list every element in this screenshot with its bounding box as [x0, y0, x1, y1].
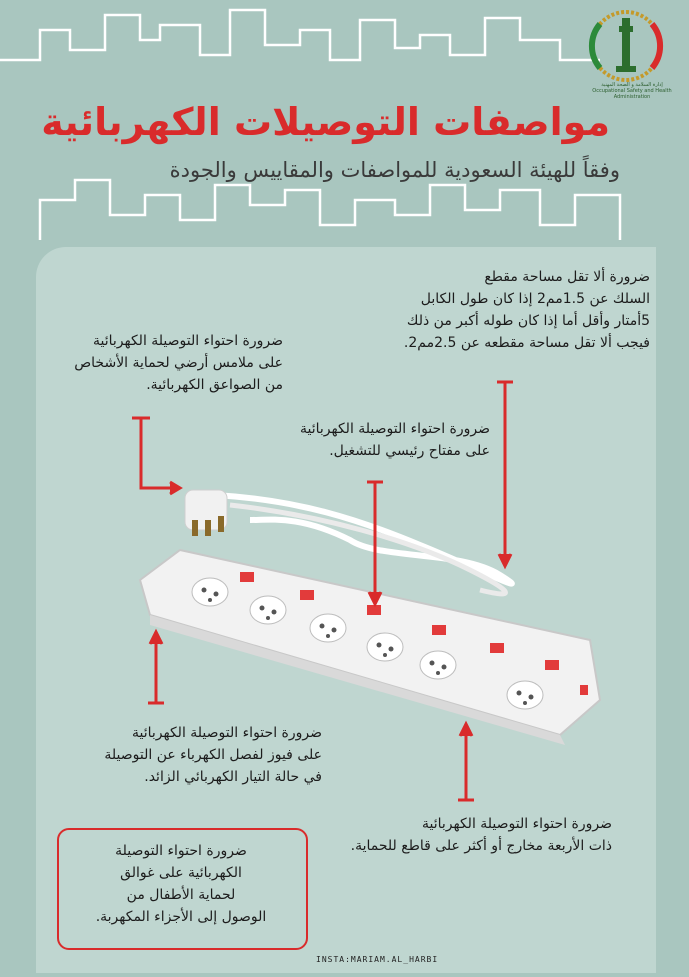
note-line: الوصول إلى الأجزاء المكهربة.	[95, 909, 267, 925]
note-child-shutters	[70, 840, 292, 928]
page-title: مواصفات التوصيلات الكهربائية	[41, 100, 610, 144]
logo-caption-english: Occupational Safety and Health Administration	[592, 88, 672, 100]
note-line: ضرورة احتواء التوصيلة الكهربائية	[421, 816, 612, 832]
note-line: لحماية الأطفال من	[126, 887, 236, 903]
page-subtitle: وفقاً للهيئة السعودية للمواصفات والمقاييس والجودة	[169, 158, 620, 182]
note-line: من الصواعق الكهربائية.	[146, 377, 283, 393]
power-strip	[140, 550, 600, 745]
note-line: ضرورة احتواء التوصيلة	[115, 843, 247, 859]
note-line: فيجب ألا تقل مساحة مقطعه عن 2.5مم2.	[403, 335, 650, 351]
note-earth-contact	[38, 330, 283, 396]
note-cable-cross-section	[320, 266, 650, 354]
note-main-switch	[225, 418, 490, 462]
note-line: 5أمتار وأقل أما إذا كان طوله أكبر من ذلك	[406, 313, 650, 329]
note-fuse	[42, 722, 322, 788]
note-circuit-breaker	[300, 813, 612, 857]
note-line: السلك عن 1.5مم2 إذا كان طول الكابل	[420, 291, 650, 307]
note-line: ضرورة احتواء التوصيلة الكهربائية	[92, 333, 283, 349]
note-line: في حالة التيار الكهربائي الزائد.	[144, 769, 322, 785]
note-line: على ملامس أرضي لحماية الأشخاص	[74, 355, 283, 371]
instagram-credit: INSTA:MARIAM.AL_HARBI	[316, 955, 439, 964]
plug-icon	[185, 490, 227, 536]
note-line: الكهربائية على غوالق	[120, 865, 242, 881]
note-line: ضرورة ألا تقل مساحة مقطع	[484, 269, 650, 285]
note-line: ذات الأربعة مخارج أو أكثر على قاطع للحماية.	[350, 838, 612, 854]
logo-caption-arabic: إدارة السلامة و الصحة المهنية	[601, 82, 663, 88]
note-line: على فيوز لفصل الكهرباء عن التوصيلة	[104, 747, 322, 763]
note-line: على مفتاح رئيسي للتشغيل.	[329, 443, 490, 459]
note-line: ضرورة احتواء التوصيلة الكهربائية	[131, 725, 322, 741]
note-line: ضرورة احتواء التوصيلة الكهربائية	[299, 421, 490, 437]
